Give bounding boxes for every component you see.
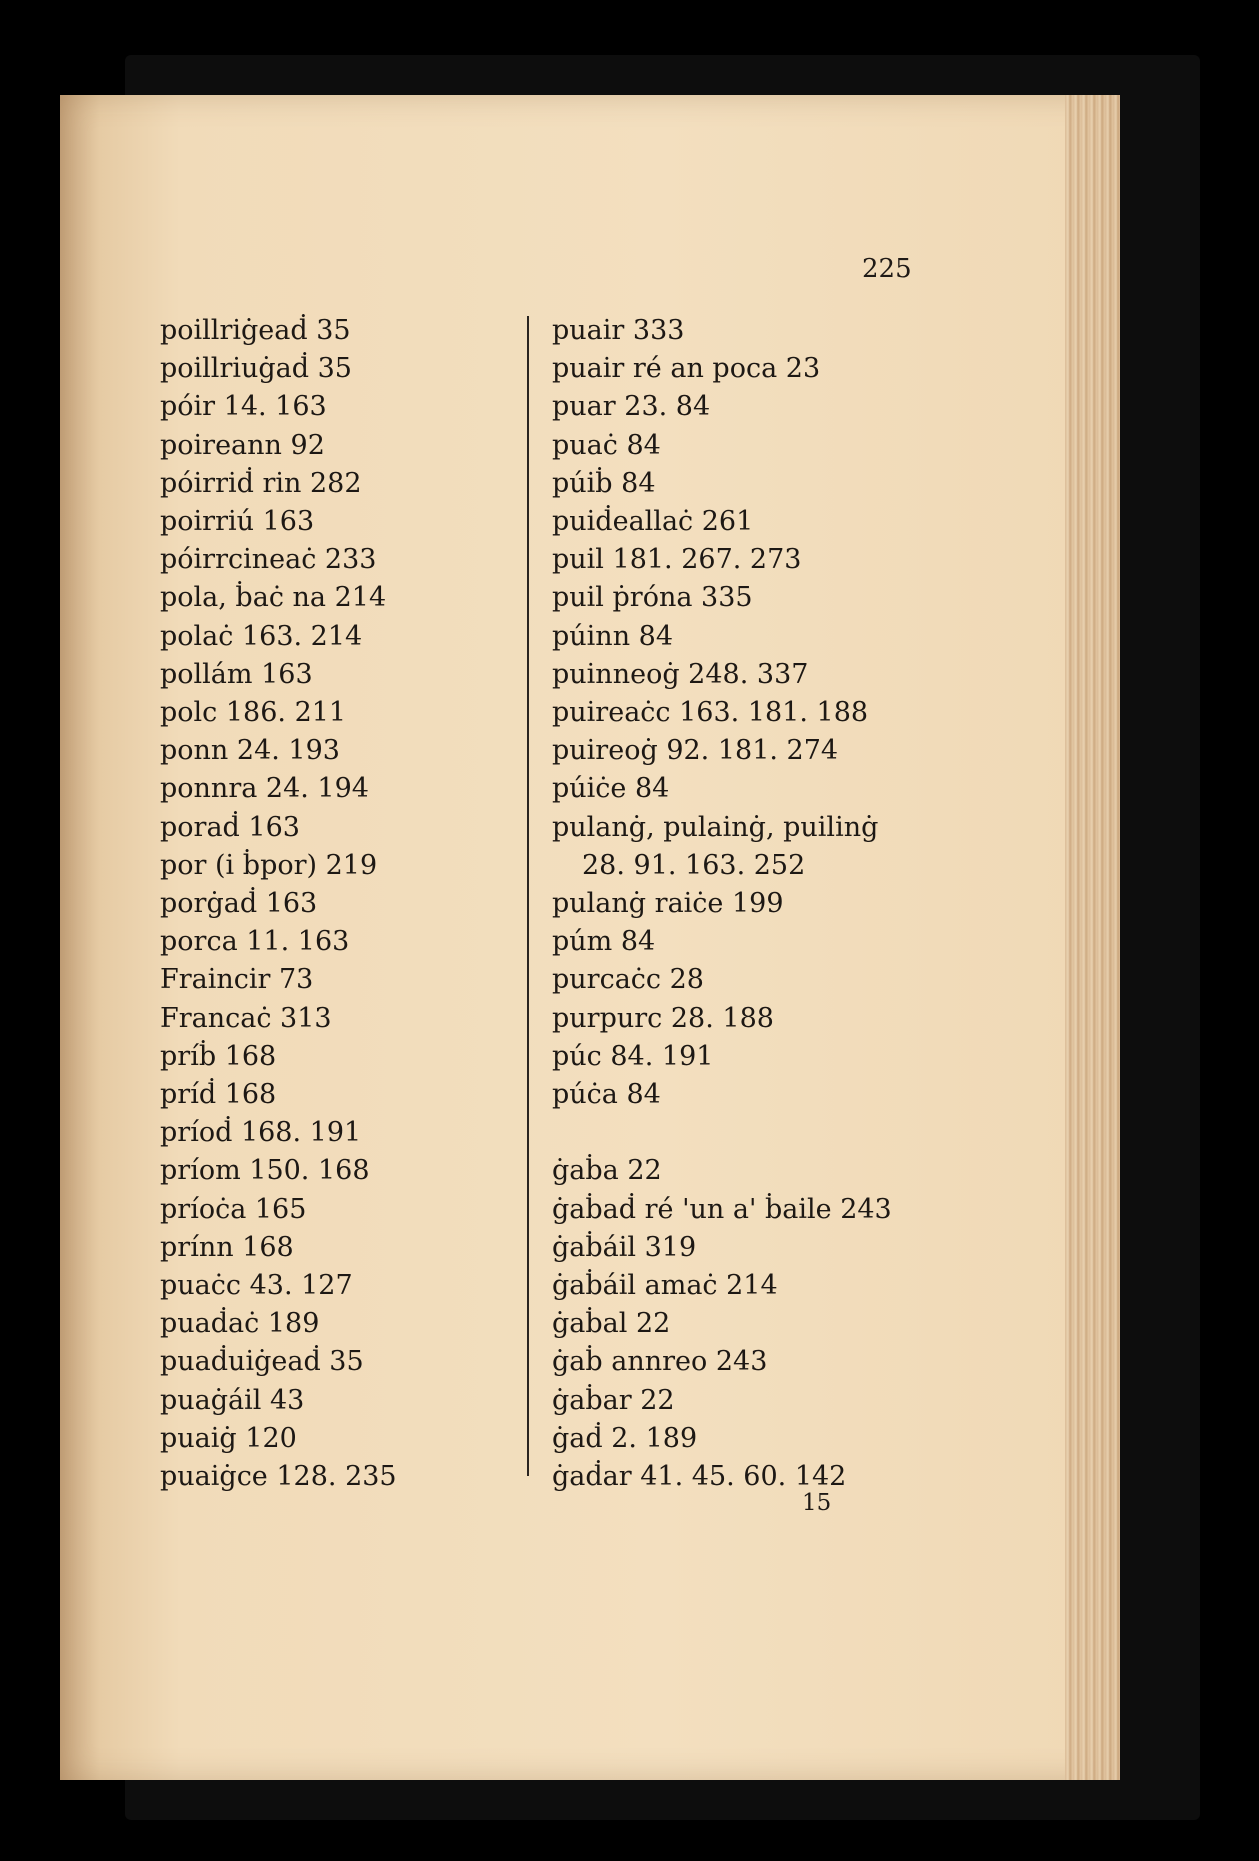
section-gap	[552, 1114, 932, 1152]
index-entry: purpurc 28. 188	[552, 1002, 774, 1034]
index-entry: puil ṗróna 335	[552, 582, 753, 614]
index-entry: príḋ 168	[160, 1079, 277, 1111]
index-entry: púinn 84	[552, 620, 674, 652]
index-entry: puaiġ 120	[160, 1422, 297, 1454]
index-entry: puair 333	[552, 315, 685, 346]
index-entry: puaḋaċ 189	[160, 1308, 320, 1340]
index-entry: príoċa 165	[160, 1193, 307, 1225]
index-entry: ponnra 24. 194	[160, 773, 369, 805]
index-entry: puaġáil 43	[160, 1384, 305, 1416]
index-entry: púc 84. 191	[552, 1040, 714, 1072]
index-entry: purcaċc 28	[552, 964, 704, 996]
index-entry: poraḋ 163	[160, 811, 300, 843]
column-divider	[527, 316, 529, 1476]
index-entry: puaċ 84	[552, 429, 661, 461]
index-entry: púm 84	[552, 926, 656, 958]
index-column-right	[552, 312, 932, 1496]
index-entry: ġaḃáil amaċ 214	[552, 1270, 778, 1302]
index-entry: Francaċ 313	[160, 1002, 332, 1034]
index-entry: ġaḃal 22	[552, 1308, 671, 1340]
index-entry: príoḋ 168. 191	[160, 1117, 362, 1149]
page-edge	[1065, 95, 1120, 1780]
index-entry: ġaḃa 22	[552, 1155, 662, 1187]
index-entry: púiċe 84	[552, 773, 670, 805]
index-entry: ġaḃ annreo 243	[552, 1346, 768, 1378]
index-column-left	[160, 312, 520, 1496]
index-entry: por (i ḃpor) 219	[160, 849, 378, 881]
index-entry: polaċ 163. 214	[160, 620, 363, 652]
index-entry: ġaḋar 41. 45. 60. 142	[552, 1461, 847, 1493]
index-entry: puaḋuiġeaḋ 35	[160, 1346, 364, 1378]
index-entry: puaċc 43. 127	[160, 1270, 353, 1302]
index-entry: puil 181. 267. 273	[552, 544, 802, 576]
index-entry: polc 186. 211	[160, 697, 347, 729]
index-entry: puiḋeallaċ 261	[552, 506, 754, 538]
index-entry: póir 14. 163	[160, 391, 327, 423]
index-entry: ponn 24. 193	[160, 735, 340, 767]
index-entry: puair ré an poca 23	[552, 353, 821, 385]
index-entry: pola, ḃaċ na 214	[160, 582, 387, 614]
index-entry: puireoġ 92. 181. 274	[552, 735, 839, 767]
index-entry: ġaḃar 22	[552, 1384, 675, 1416]
page-number: 225	[862, 254, 912, 284]
index-entry-continuation: 28. 91. 163. 252	[582, 849, 806, 881]
index-entry: príḃ 168	[160, 1040, 277, 1072]
index-entry: Fraincir 73	[160, 964, 314, 996]
index-entry: poillriuġaḋ 35	[160, 353, 352, 385]
index-entry: puaiġce 128. 235	[160, 1461, 397, 1493]
index-entry: púċa 84	[552, 1079, 661, 1111]
index-entry: ġaḃáil 319	[552, 1231, 697, 1263]
index-entry: poillriġeaḋ 35	[160, 315, 351, 346]
index-entry: ġaḋ 2. 189	[552, 1422, 698, 1454]
index-entry: porġaḋ 163	[160, 888, 318, 920]
index-entry: pollám 163	[160, 658, 313, 690]
index-entry: ġaḃaḋ ré 'un a' ḃaile 243	[552, 1193, 892, 1225]
index-entry: puinneoġ 248. 337	[552, 658, 809, 690]
index-entry: porca 11. 163	[160, 926, 350, 958]
index-entry: poireann 92	[160, 429, 325, 461]
index-entry: puar 23. 84	[552, 391, 711, 423]
index-entry: puireaċc 163. 181. 188	[552, 697, 869, 729]
index-entry: pulanġ, pulainġ, puilinġ	[552, 811, 879, 843]
index-entry: prínn 168	[160, 1231, 294, 1263]
index-entry: púiḃ 84	[552, 467, 656, 499]
index-entry: príom 150. 168	[160, 1155, 370, 1187]
index-entry: póirrcineaċ 233	[160, 544, 377, 576]
index-entry: poirriú 163	[160, 506, 315, 538]
index-entry: póirriḋ rin 282	[160, 467, 362, 499]
index-entry: pulanġ raiċe 199	[552, 888, 784, 920]
signature-mark: 15	[802, 1490, 832, 1516]
